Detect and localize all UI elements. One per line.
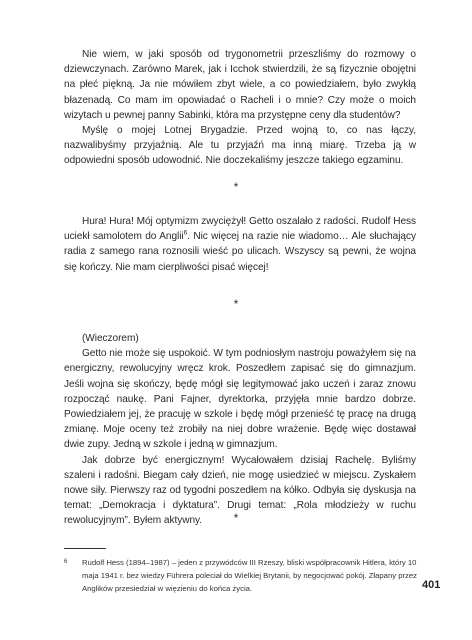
footnote-reference: 6 bbox=[183, 229, 188, 237]
footnote bbox=[64, 556, 420, 596]
footnote-text: Rudolf Hess (1894–1987) – jeden z przywódców III Rzeszy, bliski współpracownik Hitlera, który 10 maja 1941 r. bez wiedzy Führera poleciał do Wielkiej Brytanii, by negocjować pokój. Złapany przez Anglików przesiedział w więzieniu do końca życia. bbox=[82, 558, 417, 594]
paragraph: Getto nie może się uspokoić. W tym podniosłym nastroju poważyłem się na energiczny, rewolucyjny wręcz krok. Poszedłem zapisać się do gimnazjum. Jeśli wojna się skończy, będę mógł się legitymować jako uczeń i zaraz znowu rozpocząć naukę. Pani Fajner, dyrektorka, przyjęła mnie bardzo dobrze. Powiedziałem jej, że pracuję w szkole i będę mógł przenieść tę pracę na drugą zmianę. Moje oceny też zrobiły na niej dobre wrażenie. Będę więc dostawał dwie zupy. Jedną w szkole i jedną w gimnazjum. bbox=[64, 348, 416, 451]
paragraph: Nie wiem, w jaki sposób od trygonometrii przeszliśmy do rozmowy o dziewczynach. Zarówno Marek, jak i Icchok stwierdzili, że są fizycznie obojętni na płeć piękną. Ja nie mówiłem zbyt wiele, a co powiedziałem, było zwykłą błazenadą. Co mam im opowiadać o Racheli i o mnie? Czy może o moich wizytach u pewnej panny Sabinki, która ma przystępne ceny dla studentów? bbox=[64, 49, 416, 121]
section-heading: (Wieczorem) bbox=[82, 333, 139, 344]
paragraph bbox=[64, 214, 416, 275]
page-number: 401 bbox=[422, 579, 441, 591]
paragraph: Myślę o mojej Lotnej Brygadzie. Przed wojną to, co nas łączy, nazwalibyśmy przyjaźnią. Ale tu przyjaźń ma inną miarę. Trzeba ją w odpowiedni sposób udowodnić. Nie doczekaliśmy jeszcze takiego egzaminu. bbox=[64, 125, 416, 167]
paragraph-text: . Nic więcej na razie nie wiadomo… Ale słuchający radia z samego rana roznosili wieść po ulicach. Wszyscy są pewni, że wojna się kończy. Nie mam cierpliwości pisać więcej! bbox=[64, 231, 416, 273]
section-separator: * bbox=[233, 297, 239, 311]
paragraph: Jak dobrze być energicznym! Wycałowałem dzisiaj Rachelę. Byliśmy szaleni i radośni. Biegam cały dzień, nie mogę usiedzieć w miejscu. Zyskałem nowe siły. Pierwszy raz od tygodni poszedłem na kółko. Odbyła się dyskusja na temat: „Demokracja i dyktatura”. Drugi temat: „Rola młodzieży w ruchu rewolucyjnym”. Byłem aktywny. bbox=[64, 454, 416, 527]
footnote-number: 6 bbox=[64, 559, 68, 565]
section-2 bbox=[64, 214, 416, 275]
section-separator: * bbox=[233, 511, 239, 525]
section-separator: * bbox=[233, 180, 239, 194]
paragraph-text: Hura! Hura! Mój optymizm zwyciężył! Getto oszalało z radości. Rudolf Hess uciekł samolotem do Anglii bbox=[64, 216, 416, 243]
section-1 bbox=[64, 47, 416, 169]
footnote-divider bbox=[64, 548, 106, 549]
section-3 bbox=[64, 331, 416, 529]
